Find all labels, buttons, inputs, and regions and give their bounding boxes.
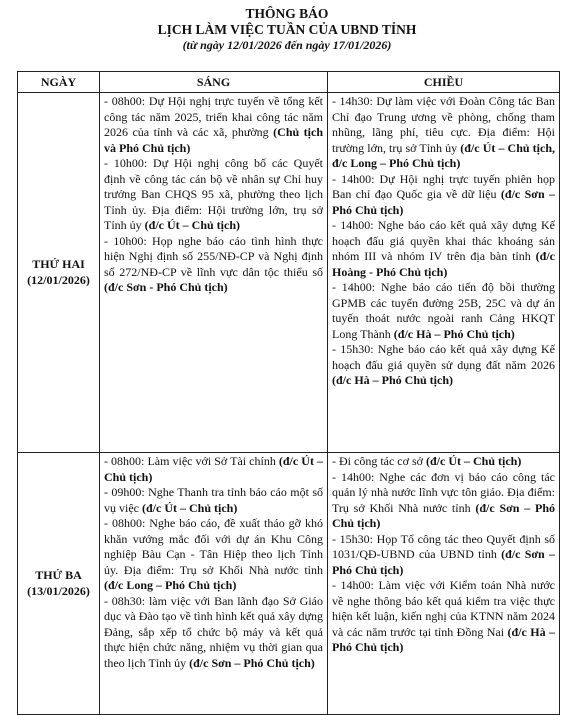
date-range: (từ ngày 12/01/2026 đến ngày 17/01/2026) [182,38,392,52]
morning-cell [100,453,328,715]
schedule-item-text: - 08h00: Nghe báo cáo, đề xuất tháo gỡ khó khăn vướng mắc đối với dự án Khu Công nghiệp Bàu Cạn - Tân Hiệp theo lịch Tỉnh ủy. Địa điểm: Trụ sở Khối Nhà nước tỉnh [104,516,323,577]
schedule-item-text: - 10h00: Dự Hội nghị công bố các Quyết định về công tác cán bộ về nhân sự Chỉ huy trưởng Ban CHQS 95 xã, phường theo lịch Tỉnh ủy. Địa điểm: Hội trường lớn, trụ sở Tỉnh ủy [104,156,323,232]
schedule-item-assignee: (đ/c Hà – Phó Chủ tịch) [332,624,556,654]
schedule-item-assignee: (đ/c Út – Chủ tịch) [104,454,323,484]
schedule-item-assignee: (đ/c Hà – Phó Chủ tịch) [332,373,454,387]
schedule-item-text: - 10h00: Họp nghe báo cáo tình hình thực hiện Nghị định số 255/NĐ-CP và Nghị định số 272/NĐ-CP về lĩnh vực dân tộc thiểu số [104,233,323,279]
day-cell [18,93,100,453]
schedule-item [332,218,555,280]
schedule-item [104,485,323,516]
schedule-item-text: - 08h00: Làm việc với Sở Tài chính [104,454,279,468]
day-name: THỨ HAI [32,257,85,271]
schedule-item-assignee: (đ/c Sơn – Phó Chủ tịch) [332,500,556,530]
schedule-item-assignee: (đ/c Long – Phó Chủ tịch) [104,578,237,592]
schedule-item-text: - Đi công tác cơ sở [332,454,426,468]
morning-cell [100,93,328,453]
schedule-item-assignee: (đ/c Hà – Phó Chủ tịch) [393,326,515,341]
schedule-item-assignee: (đ/c Sơn – Phó Chủ tịch) [332,187,556,217]
table-header-row [18,72,560,93]
schedule-item [332,470,555,532]
schedule-item [332,342,555,389]
schedule-item-text: - 14h30: Dự làm việc với Đoàn Công tác Ban Chỉ đạo Trung ương về phòng, chống tham nhũng, lãng phí, tiêu cực. Địa điểm: Hội trường lớn, trụ sở Tỉnh ủy [332,94,555,155]
schedule-table [17,71,560,715]
schedule-item-assignee: (đ/c Út – Chủ tịch) [142,500,238,515]
column-header-morning: SÁNG [100,72,328,93]
schedule-item [332,280,555,342]
schedule-item [104,454,323,485]
schedule-item [332,532,555,579]
day-name: THỨ BA [35,568,82,582]
document-title: THÔNG BÁO [245,6,329,21]
schedule-item-assignee: (đ/c Út – Chủ tịch) [426,454,522,468]
schedule-item [104,94,323,156]
document-subtitle: LỊCH LÀM VIỆC TUẦN CỦA UBND TỈNH [157,22,417,37]
day-cell [18,453,100,715]
column-header-day: NGÀY [18,72,100,93]
schedule-item-text: - 09h00: Nghe Thanh tra tỉnh báo cáo một số vụ việc [104,485,323,515]
table-row [18,453,560,715]
schedule-item-assignee: (đ/c Út – Chủ tịch, đ/c Long – Phó Chủ tịch) [332,140,556,170]
schedule-item-text: - 08h30: làm việc với Ban lãnh đạo Sở Giáo dục và Đào tạo về tình hình kết quả xây dựng Đảng, sắp xếp tổ chức bộ máy và kết quả thực hiện chức năng, nhiệm vụ thời gian qua theo lịch Tỉnh ủy [104,593,323,670]
schedule-item [332,578,555,656]
table-row [18,93,560,453]
schedule-item-text: - 14h00: Dự Hội nghị trực tuyến phiên họp Ban chỉ đạo Quốc gia về dữ liệu [332,171,555,201]
schedule-item [104,594,323,672]
schedule-item [332,172,555,219]
afternoon-cell [328,453,560,715]
schedule-item-assignee: (Chủ tịch và Phó Chủ tịch) [104,125,323,155]
schedule-item-text: - 14h00: Làm việc với Kiểm toán Nhà nước về nghe thông báo kết quả kiểm tra việc thực hiện kết luận, kiến nghị của KTNN năm 2024 và các năm trước tại tỉnh Đồng Nai [332,578,555,639]
schedule-item [104,234,323,296]
afternoon-cell [328,93,560,453]
schedule-item-assignee: (đ/c Sơn – Phó Chủ tịch) [189,655,315,670]
schedule-item-text: - 14h00: Nghe các đơn vị báo cáo công tác quản lý nhà nước lĩnh vực tôn giáo. Địa điểm: Trụ sở Khối Nhà nước tỉnh [332,469,555,515]
schedule-item-text: - 14h00: Nghe báo cáo kết quả xây dựng Kế hoạch đấu giá quyền khai thác khoáng sản nhóm III và nhóm IV trên địa bàn tỉnh [332,218,555,263]
schedule-item-assignee: (đ/c Út – Chủ tịch) [144,218,241,232]
schedule-item [332,94,555,172]
schedule-item-assignee: (đ/c Sơn - Phó Chủ tịch) [104,280,228,294]
document-header [0,0,574,53]
schedule-item-assignee: (đ/c Sơn – Phó Chủ tịch) [332,547,555,577]
schedule-item [104,156,323,234]
schedule-item-assignee: (đ/c Hoàng - Phó Chủ tịch) [332,249,555,279]
column-header-afternoon: CHIỀU [328,72,560,93]
schedule-item-text: - 14h00: Nghe báo cáo tiến độ bồi thường GPMB các tuyến đường 25B, 25C và dự án tuyến thoát nước ngoài ranh Cảng HKQT Long Thành [332,280,555,341]
schedule-item-text: - 08h00: Dự Hội nghị trực tuyến về tổng kết công tác năm 2025, triển khai công tác năm 2026 của tỉnh và các xã, phường [104,94,323,139]
schedule-item [104,516,323,594]
day-date: (12/01/2026) [27,272,90,287]
schedule-item [332,454,555,470]
schedule-item-text: - 15h30: Họp Tổ công tác theo Quyết định số 1031/QĐ-UBND của UBND tỉnh [332,531,555,561]
day-date: (13/01/2026) [27,583,90,598]
schedule-item-text: - 15h30: Nghe báo cáo kết quả xây dựng Kế hoạch đấu giá quyền sử dụng đất năm 2026 [332,342,555,372]
